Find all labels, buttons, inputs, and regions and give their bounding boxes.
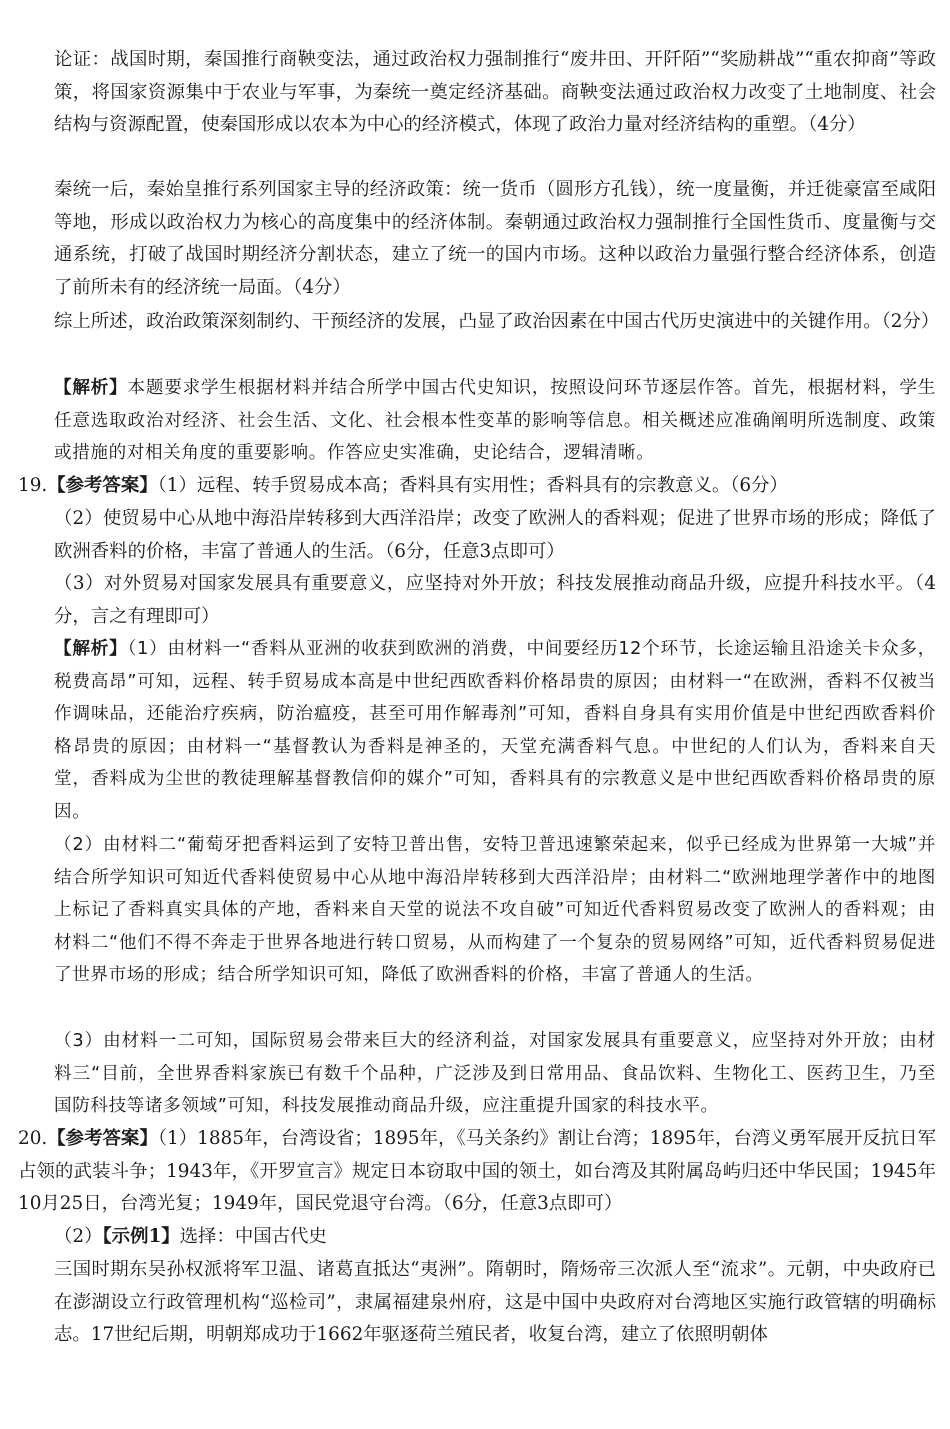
answer-part-2-choice [54, 1221, 936, 1254]
answer-part-1: （1）远程、转手贸易成本高；香料具有实用性；香料具有的宗教意义。（6分） [157, 475, 788, 496]
question-19-answer-header [18, 470, 936, 503]
question-number: 19. [18, 475, 48, 496]
answer-part-3: （3）对外贸易对国家发展具有重要意义，应坚持对外开放；科技发展推动商品升级，应提升科技水平。（4分，言之有理即可） [54, 573, 936, 627]
conclusion-paragraph: 综上所述，政治政策深刻制约、干预经济的发展，凸显了政治因素在中国古代历史演进中的关键作用。（2分） [54, 311, 940, 332]
question-20-answer [18, 1123, 936, 1221]
answer-tag: 【参考答案】 [47, 475, 158, 496]
analysis-text: （1）由材料一“香料从亚洲的收获到欧洲的消费，中间要经历12个环节，长途运输且沿途关卡众多，税费高昂”可知，远程、转手贸易成本高是中世纪西欧香料价格昂贵的原因；由材料一“在欧洲，香料不仅被当作调味品，还能治疗疾病，防治瘟疫，甚至可用作解毒剂”可知，香料自身具有实用价值是中世纪西欧香料价格昂贵的原因；由材料一“基督教认为香料是神圣的，天堂充满香料气息。中世纪的人们认为，香料来自天堂，香料成为尘世的教徒理解基督教信仰的媒介”可知，香料具有的宗教意义是中世纪西欧香料价格昂贵的原因。 [54, 639, 937, 822]
analysis-paragraph-18 [54, 372, 936, 470]
choice-text: 选择：中国古代史 [179, 1226, 327, 1247]
example-tag: 【示例1】 [102, 1226, 180, 1247]
argument-paragraph-2: 秦统一后，秦始皇推行系列国家主导的经济政策：统一货币（圆形方孔钱），统一度量衡，并迁徙豪富至咸阳等地，形成以政治权力为核心的高度集中的经济体制。秦朝通过政治权力强制推行全国性货币、度量衡与交通系统，打破了战国时期经济分割状态，建立了统一的国内市场。这种以政治力量强行整合经济体系，创造了前所未有的经济统一局面。（4分） [54, 179, 936, 298]
analysis-tag: 【解析】 [54, 378, 128, 398]
argument-paragraph-1: 论证：战国时期，秦国推行商鞅变法，通过政治权力强制推行“废井田、开阡陌”“奖励耕战”“重农抑商”等政策，将国家资源集中于农业与军事，为秦统一奠定经济基础。商鞅变法通过政治权力改变了土地制度、社会结构与资源配置，使秦国形成以农本为中心的经济模式，体现了政治力量对经济结构的重塑。（4分） [54, 49, 936, 136]
analysis-text: 本题要求学生根据材料并结合所学中国古代史知识，按照设问环节逐层作答。首先，根据材料，学生任意选取政治对经济、社会生活、文化、社会根本性变革的影响等信息。相关概述应准确阐明所选制度、政策或措施的对相关角度的重要影响。作答应史实准确，史论结合，逻辑清晰。 [54, 378, 936, 464]
example-paragraph: 三国时期东吴孙权派将军卫温、诸葛直抵达“夷洲”。隋朝时，隋炀帝三次派人至“流求”。元朝，中央政府已在澎湖设立行政管理机构“巡检司”，隶属福建泉州府，这是中国中央政府对台湾地区实施行政管辖的明确标志。17世纪后期，明朝郑成功于1662年驱逐荷兰殖民者，收复台湾，建立了依照明朝体 [54, 1259, 936, 1346]
answer-part-1: （1）1885年，台湾设省；1895年，《马关条约》割让台湾；1895年，台湾义勇军展开反抗日军占领的武装斗争；1943年，《开罗宣言》规定日本窃取中国的领土，如台湾及其附属岛屿归还中华民国；1945年10月25日，台湾光复；1949年，国民党退守台湾。（6分，任意3点即可） [18, 1128, 936, 1215]
question-number: 20. [18, 1128, 48, 1149]
analysis-19-part-2: （2）由材料二“葡萄牙把香料运到了安特卫普出售，安特卫普迅速繁荣起来，似乎已经成为世界第一大城”并结合所学知识可知近代香料使贸易中心从地中海沿岸转移到大西洋沿岸；由材料二“欧洲地理学著作中的地图上标记了香料真实具体的产地，香料来自天堂的说法不攻自破”可知近代香料贸易改变了欧洲人的香料观；由材料二“他们不得不奔走于世界各地进行转口贸易，从而构建了一个复杂的贸易网络”可知，近代香料贸易促进了世界市场的形成；结合所学知识可知，降低了欧洲香料的价格，丰富了普通人的生活。 [54, 835, 936, 986]
answer-part-2: （2）使贸易中心从地中海沿岸转移到大西洋沿岸；改变了欧洲人的香料观；促进了世界市场的形成；降低了欧洲香料的价格，丰富了普通人的生活。（6分，任意3点即可） [54, 508, 936, 562]
analysis-tag: 【解析】 [54, 639, 128, 659]
part-number: （2） [54, 1226, 103, 1247]
analysis-19-part-1 [54, 633, 936, 829]
analysis-19-part-3: （3）由材料一二可知，国际贸易会带来巨大的经济利益，对国家发展具有重要意义，应坚持对外开放；由材料三“目前，全世界香料家族已有数千个品种，广泛涉及到日常用品、食品饮料、生物化工、医药卫生，乃至国防科技等诸多领域”可知，科技发展推动商品升级，应注重提升国家的科技水平。 [54, 1031, 936, 1117]
answer-tag: 【参考答案】 [47, 1128, 158, 1149]
